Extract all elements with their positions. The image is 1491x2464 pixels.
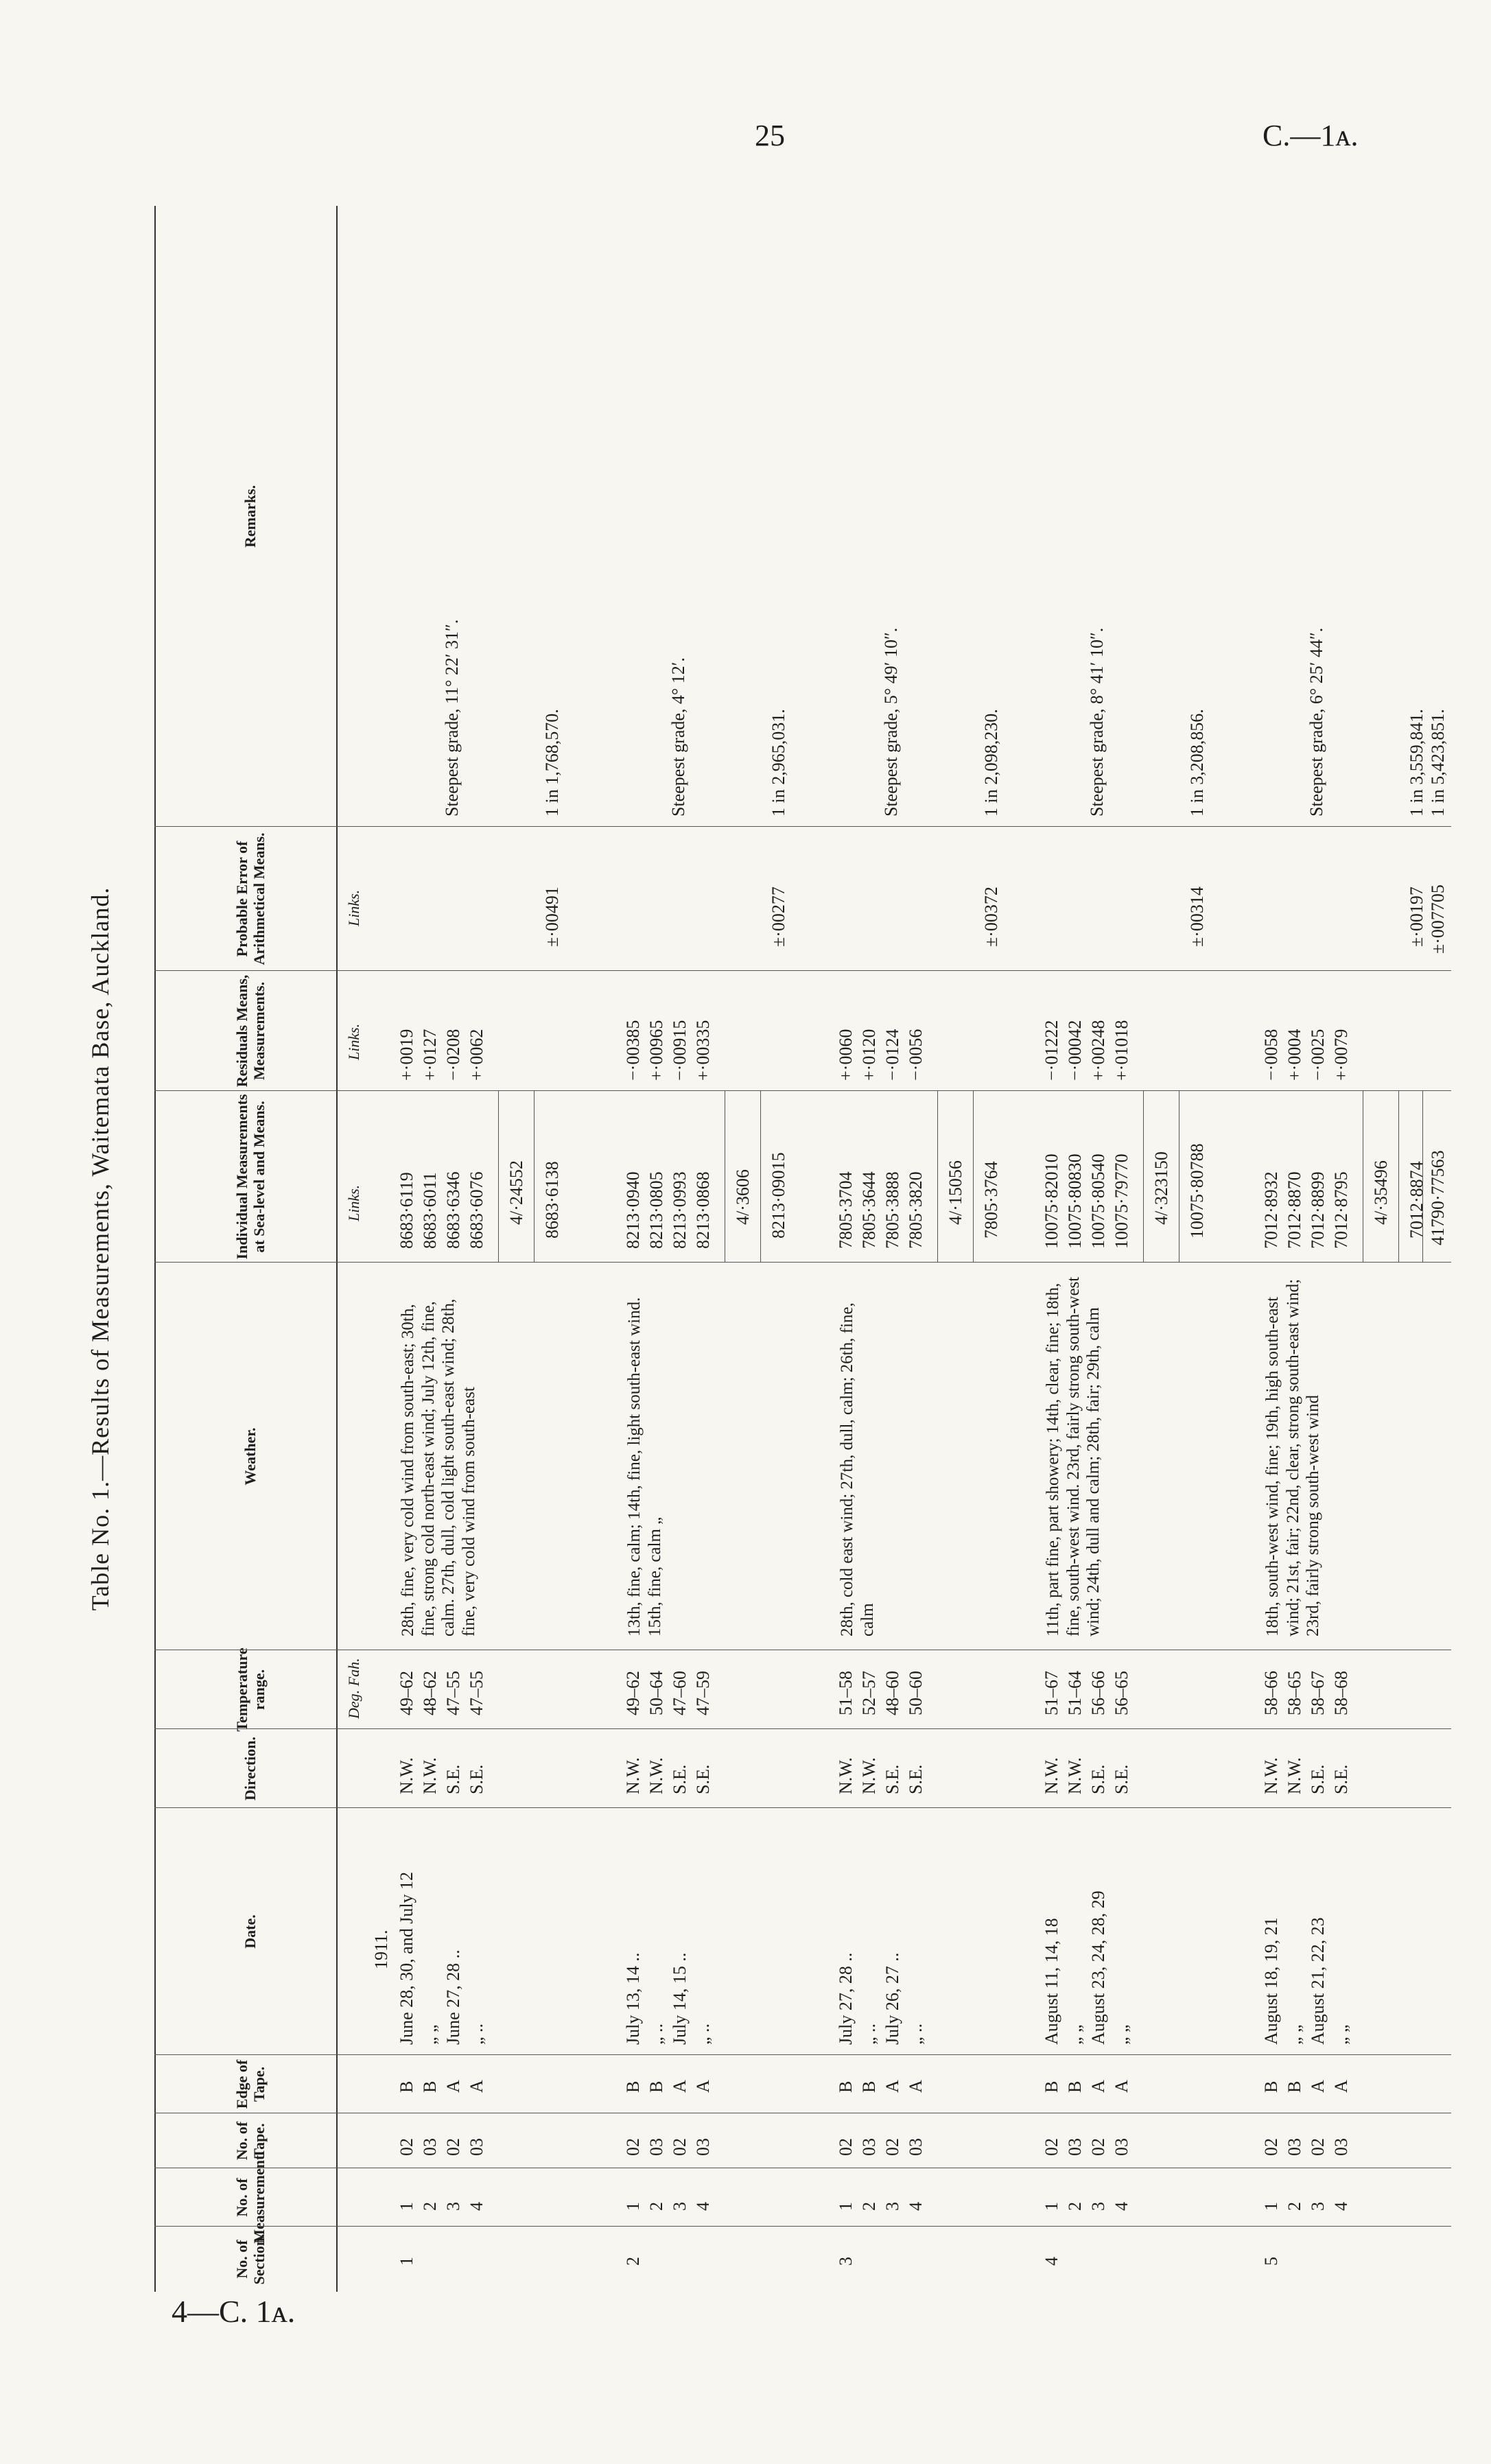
table-top-rule	[154, 206, 156, 2292]
direction: N.W.	[420, 1757, 440, 1794]
measurement-date: „ ..	[467, 2023, 486, 2045]
column-divider	[154, 826, 1451, 827]
total-rule	[1422, 1091, 1423, 1263]
temperature-range: 58–66	[1261, 1671, 1281, 1715]
individual-measurement: 7805·3644	[859, 1171, 879, 1249]
residual: −·00385	[623, 1020, 643, 1081]
column-divider	[154, 1728, 1451, 1729]
tape-number: 02	[882, 2138, 902, 2156]
measurement-date: August 23, 24, 28, 29	[1088, 1890, 1108, 2045]
tape-edge: B	[420, 2080, 440, 2093]
direction: N.W.	[1284, 1757, 1304, 1794]
direction: S.E.	[443, 1764, 463, 1794]
sum-of-squares: 4/·15056	[946, 1160, 965, 1225]
direction: N.W.	[397, 1757, 416, 1794]
measurement-number: 3	[670, 2202, 690, 2211]
direction: S.E.	[467, 1764, 486, 1794]
temperature-range: 47–59	[693, 1671, 713, 1715]
individual-measurement: 8683·6346	[443, 1171, 463, 1249]
measurement-date: July 26, 27 ..	[882, 1952, 902, 2045]
tape-number: 03	[859, 2138, 879, 2156]
residual: +·00248	[1088, 1020, 1108, 1081]
measurement-date: July 13, 14 ..	[623, 1952, 643, 2045]
direction: S.E.	[1308, 1764, 1328, 1794]
measurement-date: „ „	[1065, 2024, 1085, 2045]
tape-edge: A	[443, 2080, 463, 2093]
total-length: 41790·77563	[1428, 1150, 1448, 1245]
tape-number: 03	[420, 2138, 440, 2156]
header-bottom-rule	[336, 206, 338, 2292]
tape-edge: B	[1042, 2080, 1061, 2093]
tape-number: 02	[623, 2138, 643, 2156]
individual-measurement: 7805·3820	[906, 1171, 926, 1249]
tape-edge: B	[859, 2080, 879, 2093]
mean-rule	[1398, 1091, 1399, 1263]
measurement-number: 1	[623, 2202, 643, 2211]
probable-error: ±·00491	[542, 887, 562, 947]
residual: +·0120	[859, 1029, 879, 1081]
total-probable-error: ±·007705	[1428, 884, 1448, 954]
measurement-number: 1	[1261, 2202, 1281, 2211]
mean-rule	[760, 1091, 761, 1263]
measurement-number: 3	[1308, 2202, 1328, 2211]
tape-edge: A	[882, 2080, 902, 2093]
individual-measurement: 7012·8899	[1308, 1171, 1328, 1249]
sum-of-squares: 4/·3606	[733, 1169, 753, 1225]
sum-rule	[1143, 1091, 1144, 1263]
mean-rule	[534, 1091, 535, 1263]
steepest-grade: Steepest grade, 5° 49′ 10″.	[881, 627, 901, 817]
tape-number: 02	[1088, 2138, 1108, 2156]
header-measurement: No. of Measurement.	[233, 2151, 268, 2244]
measurement-date: July 14, 15 ..	[670, 1952, 690, 2045]
direction: S.E.	[1088, 1764, 1108, 1794]
residual: −·01222	[1042, 1020, 1061, 1081]
measurement-date: August 18, 19, 21	[1261, 1917, 1281, 2045]
tape-edge: B	[646, 2080, 666, 2093]
table-title: Table No. 1.—Results of Measurements, Waitemata Base, Auckland.	[86, 887, 114, 1611]
tape-number: 02	[1261, 2138, 1281, 2156]
measurement-date: June 28, 30, and July 12	[397, 1871, 416, 2045]
document-reference: C.—1ᴀ.	[1263, 119, 1359, 152]
section-mean: 7012·8874	[1407, 1161, 1427, 1239]
temperature-range: 56–65	[1112, 1671, 1131, 1715]
weather-note: 18th, south-west wind, fine; 19th, high south-east wind; 21st, fair; 22nd, clear, strong south-east wind; 23rd, fairly strong south-west wind	[1263, 1278, 1322, 1636]
measurement-number: 3	[1088, 2202, 1108, 2211]
residual: −·00042	[1065, 1020, 1085, 1081]
unit-probable: Links.	[345, 889, 362, 926]
header-weather: Weather.	[242, 1427, 259, 1486]
header-individual: Individual Measurements at Sea-level and Means.	[233, 1094, 268, 1260]
direction: S.E.	[1331, 1764, 1351, 1794]
steepest-grade: Steepest grade, 11° 22′ 31″.	[442, 619, 462, 817]
precision-ratio: 1 in 3,208,856.	[1187, 709, 1207, 817]
temperature-range: 50–64	[646, 1671, 666, 1715]
section-mean: 8213·09015	[768, 1152, 788, 1239]
total-precision-ratio: 1 in 5,423,851.	[1428, 709, 1448, 817]
tape-number: 03	[646, 2138, 666, 2156]
tape-edge: B	[836, 2080, 856, 2093]
tape-number: 03	[1065, 2138, 1085, 2156]
column-divider	[154, 1807, 1451, 1808]
direction: N.W.	[1042, 1757, 1061, 1794]
direction: S.E.	[693, 1764, 713, 1794]
header-residuals: Residuals Means, Measurements.	[233, 974, 268, 1088]
precision-ratio: 1 in 1,768,570.	[542, 709, 562, 817]
header-temperature: Temperature range.	[233, 1647, 268, 1732]
section-mean: 7805·3764	[981, 1161, 1001, 1239]
individual-measurement: 7805·3888	[882, 1171, 902, 1249]
measurement-number: 3	[443, 2202, 463, 2211]
measurement-date: July 27, 28 ..	[836, 1952, 856, 2045]
residual: +·0060	[836, 1029, 856, 1081]
header-edge: Edge of Tape.	[233, 2059, 268, 2109]
measurement-number: 4	[1331, 2202, 1351, 2211]
direction: S.E.	[670, 1764, 690, 1794]
tape-number: 03	[1284, 2138, 1304, 2156]
temperature-range: 47–60	[670, 1671, 690, 1715]
tape-edge: B	[1284, 2080, 1304, 2093]
measurement-number: 1	[836, 2202, 856, 2211]
residual: −·0025	[1308, 1029, 1328, 1081]
individual-measurement: 7012·8932	[1261, 1171, 1281, 1249]
temperature-range: 51–58	[836, 1671, 856, 1715]
residual: +·00965	[646, 1020, 666, 1081]
direction: N.W.	[646, 1757, 666, 1794]
weather-note: 11th, part fine, part showery; 14th, clear, fine; 18th, fine, south-west wind. 23rd, fairly strong south-west wind; 24th, dull and calm; 28th, fair; 29th, calm	[1044, 1276, 1103, 1636]
measurement-number: 4	[467, 2202, 486, 2211]
mean-rule	[973, 1091, 974, 1263]
probable-error: ±·00372	[981, 887, 1001, 947]
tape-number: 02	[443, 2138, 463, 2156]
measurement-date: June 27, 28 ..	[443, 1949, 463, 2045]
section-mean: 8683·6138	[542, 1161, 562, 1239]
tape-number: 03	[1112, 2138, 1131, 2156]
measurement-date: „ ..	[906, 2023, 926, 2045]
section-number: 5	[1261, 2257, 1281, 2266]
precision-ratio: 1 in 2,098,230.	[981, 709, 1001, 817]
individual-measurement: 7805·3704	[836, 1171, 856, 1249]
residual: +·01018	[1112, 1020, 1131, 1081]
measurement-number: 4	[1112, 2202, 1131, 2211]
precision-ratio: 1 in 2,965,031.	[768, 709, 788, 817]
tape-number: 02	[670, 2138, 690, 2156]
tape-edge: B	[397, 2080, 416, 2093]
column-divider	[154, 970, 1451, 971]
direction: S.E.	[1112, 1764, 1131, 1794]
precision-ratio: 1 in 3,559,841.	[1407, 709, 1427, 817]
residual: +·0079	[1331, 1029, 1351, 1081]
measurement-date: „ „	[1112, 2024, 1131, 2045]
direction: N.W.	[623, 1757, 643, 1794]
tape-edge: A	[906, 2080, 926, 2093]
steepest-grade: Steepest grade, 6° 25′ 44″.	[1306, 627, 1326, 817]
header-probable: Probable Error of Arithmetical Means.	[233, 832, 268, 965]
measurement-number: 4	[693, 2202, 713, 2211]
residual: −·0056	[906, 1029, 926, 1081]
section-number: 1	[397, 2257, 416, 2266]
probable-error: ±·00197	[1407, 887, 1427, 947]
measurement-number: 2	[1284, 2202, 1304, 2211]
page-footer: 4—C. 1ᴀ.	[172, 2294, 296, 2329]
direction: N.W.	[836, 1757, 856, 1794]
section-number: 4	[1042, 2257, 1061, 2266]
temperature-range: 56–66	[1088, 1671, 1108, 1715]
measurement-date: „ ..	[859, 2023, 879, 2045]
individual-measurement: 10075·79770	[1112, 1153, 1131, 1249]
sum-of-squares: 4/·323150	[1151, 1151, 1171, 1225]
individual-measurement: 8683·6011	[420, 1172, 440, 1249]
direction: S.E.	[882, 1764, 902, 1794]
individual-measurement: 7012·8870	[1284, 1171, 1304, 1249]
steepest-grade: Steepest grade, 4° 12′.	[668, 657, 688, 817]
weather-note: 13th, fine, calm; 14th, fine, light south-east wind. 15th, fine, calm „	[625, 1297, 664, 1636]
measurement-number: 1	[1042, 2202, 1061, 2211]
individual-measurement: 8683·6119	[397, 1172, 416, 1249]
sum-rule	[498, 1091, 499, 1263]
direction: N.W.	[1065, 1757, 1085, 1794]
temperature-range: 51–64	[1065, 1671, 1085, 1715]
tape-edge: A	[1088, 2080, 1108, 2093]
measurement-date: „ „	[1331, 2024, 1351, 2045]
measurement-number: 2	[859, 2202, 879, 2211]
year-label: 1911.	[371, 1929, 391, 1969]
residual: −·0124	[882, 1029, 902, 1081]
tape-number: 03	[1331, 2138, 1351, 2156]
individual-measurement: 8213·0805	[646, 1171, 666, 1249]
tape-edge: A	[693, 2080, 713, 2093]
column-divider	[154, 2226, 1451, 2227]
individual-measurement: 7012·8795	[1331, 1171, 1351, 1249]
steepest-grade: Steepest grade, 8° 41′ 10″.	[1087, 627, 1107, 817]
tape-number: 02	[1308, 2138, 1328, 2156]
header-tape: No. of Tape.	[233, 2121, 268, 2161]
tape-number: 03	[467, 2138, 486, 2156]
header-date: Date.	[242, 1914, 259, 1949]
temperature-range: 50–60	[906, 1671, 926, 1715]
temperature-range: 49–62	[397, 1671, 416, 1715]
residual: −·0208	[443, 1029, 463, 1081]
temperature-range: 58–67	[1308, 1671, 1328, 1715]
header-direction: Direction.	[242, 1736, 259, 1801]
tape-number: 02	[836, 2138, 856, 2156]
residual: −·00915	[670, 1020, 690, 1081]
measurement-date: „ „	[420, 2024, 440, 2045]
individual-measurement: 10075·80830	[1065, 1153, 1085, 1249]
section-number: 3	[836, 2257, 856, 2266]
individual-measurement: 8683·6076	[467, 1171, 486, 1249]
residual: +·0062	[467, 1029, 486, 1081]
measurement-number: 3	[882, 2202, 902, 2211]
temperature-range: 52–57	[859, 1671, 879, 1715]
tape-edge: A	[1112, 2080, 1131, 2093]
measurement-number: 2	[1065, 2202, 1085, 2211]
temperature-range: 48–62	[420, 1671, 440, 1715]
measurement-date: „ ..	[693, 2023, 713, 2045]
residual: +·00335	[693, 1020, 713, 1081]
temperature-range: 51–67	[1042, 1671, 1061, 1715]
unit-individual: Links.	[345, 1184, 362, 1221]
temperature-range: 47–55	[467, 1671, 486, 1715]
direction: S.E.	[906, 1764, 926, 1794]
column-divider	[154, 1090, 1451, 1091]
measurement-date: August 11, 14, 18	[1042, 1918, 1061, 2045]
tape-edge: B	[623, 2080, 643, 2093]
temperature-range: 58–68	[1331, 1671, 1351, 1715]
temperature-range: 58–65	[1284, 1671, 1304, 1715]
measurement-date: „ ..	[646, 2023, 666, 2045]
individual-measurement: 8213·0993	[670, 1171, 690, 1249]
residual: +·0127	[420, 1029, 440, 1081]
column-divider	[154, 2054, 1451, 2055]
measurement-date: August 21, 22, 23	[1308, 1917, 1328, 2045]
measurement-number: 2	[420, 2202, 440, 2211]
direction: N.W.	[859, 1757, 879, 1794]
tape-edge: A	[1308, 2080, 1328, 2093]
probable-error: ±·00277	[768, 887, 788, 947]
unit-residuals: Links.	[345, 1023, 362, 1060]
sum-of-squares: 4/·24552	[506, 1160, 526, 1225]
individual-measurement: 10075·82010	[1042, 1153, 1061, 1249]
tape-edge: A	[670, 2080, 690, 2093]
measurement-number: 1	[397, 2202, 416, 2211]
individual-measurement: 10075·80540	[1088, 1153, 1108, 1249]
individual-measurement: 8213·0940	[623, 1171, 643, 1249]
column-divider	[154, 1262, 1451, 1263]
tape-number: 03	[693, 2138, 713, 2156]
tape-number: 03	[906, 2138, 926, 2156]
measurement-number: 4	[906, 2202, 926, 2211]
temperature-range: 47–55	[443, 1671, 463, 1715]
weather-note: 28th, fine, very cold wind from south-east; 30th, fine, strong cold north-east wind; July 12th, fine, calm. 27th, dull, cold light south-east wind; 28th, fine, very cold wind from south-east	[399, 1298, 478, 1636]
residual: +·0004	[1284, 1029, 1304, 1081]
tape-number: 02	[1042, 2138, 1061, 2156]
temperature-range: 49–62	[623, 1671, 643, 1715]
section-number: 2	[623, 2257, 643, 2266]
individual-measurement: 8213·0868	[693, 1171, 713, 1249]
tape-edge: A	[467, 2080, 486, 2093]
measurement-number: 2	[646, 2202, 666, 2211]
section-mean: 10075·80788	[1187, 1143, 1207, 1239]
tape-edge: A	[1331, 2080, 1351, 2093]
sum-of-squares: 4/·35496	[1371, 1160, 1391, 1225]
measurement-date: „ „	[1284, 2024, 1304, 2045]
temperature-range: 48–60	[882, 1671, 902, 1715]
residual: +·0019	[397, 1029, 416, 1081]
direction: N.W.	[1261, 1757, 1281, 1794]
rotated-table	[86, 206, 1455, 2292]
tape-edge: B	[1065, 2080, 1085, 2093]
sum-rule	[937, 1091, 938, 1263]
residual: −·0058	[1261, 1029, 1281, 1081]
probable-error: ±·00314	[1187, 887, 1207, 947]
tape-number: 02	[397, 2138, 416, 2156]
weather-note: 28th, cold east wind; 27th, dull, calm; 26th, fine, calm	[838, 1302, 877, 1636]
tape-edge: B	[1261, 2080, 1281, 2093]
header-section: No. of Section.	[233, 2233, 268, 2285]
page-number: 25	[755, 119, 785, 152]
header-remarks: Remarks.	[242, 484, 259, 548]
unit-temperature: Deg. Fah.	[345, 1658, 362, 1719]
